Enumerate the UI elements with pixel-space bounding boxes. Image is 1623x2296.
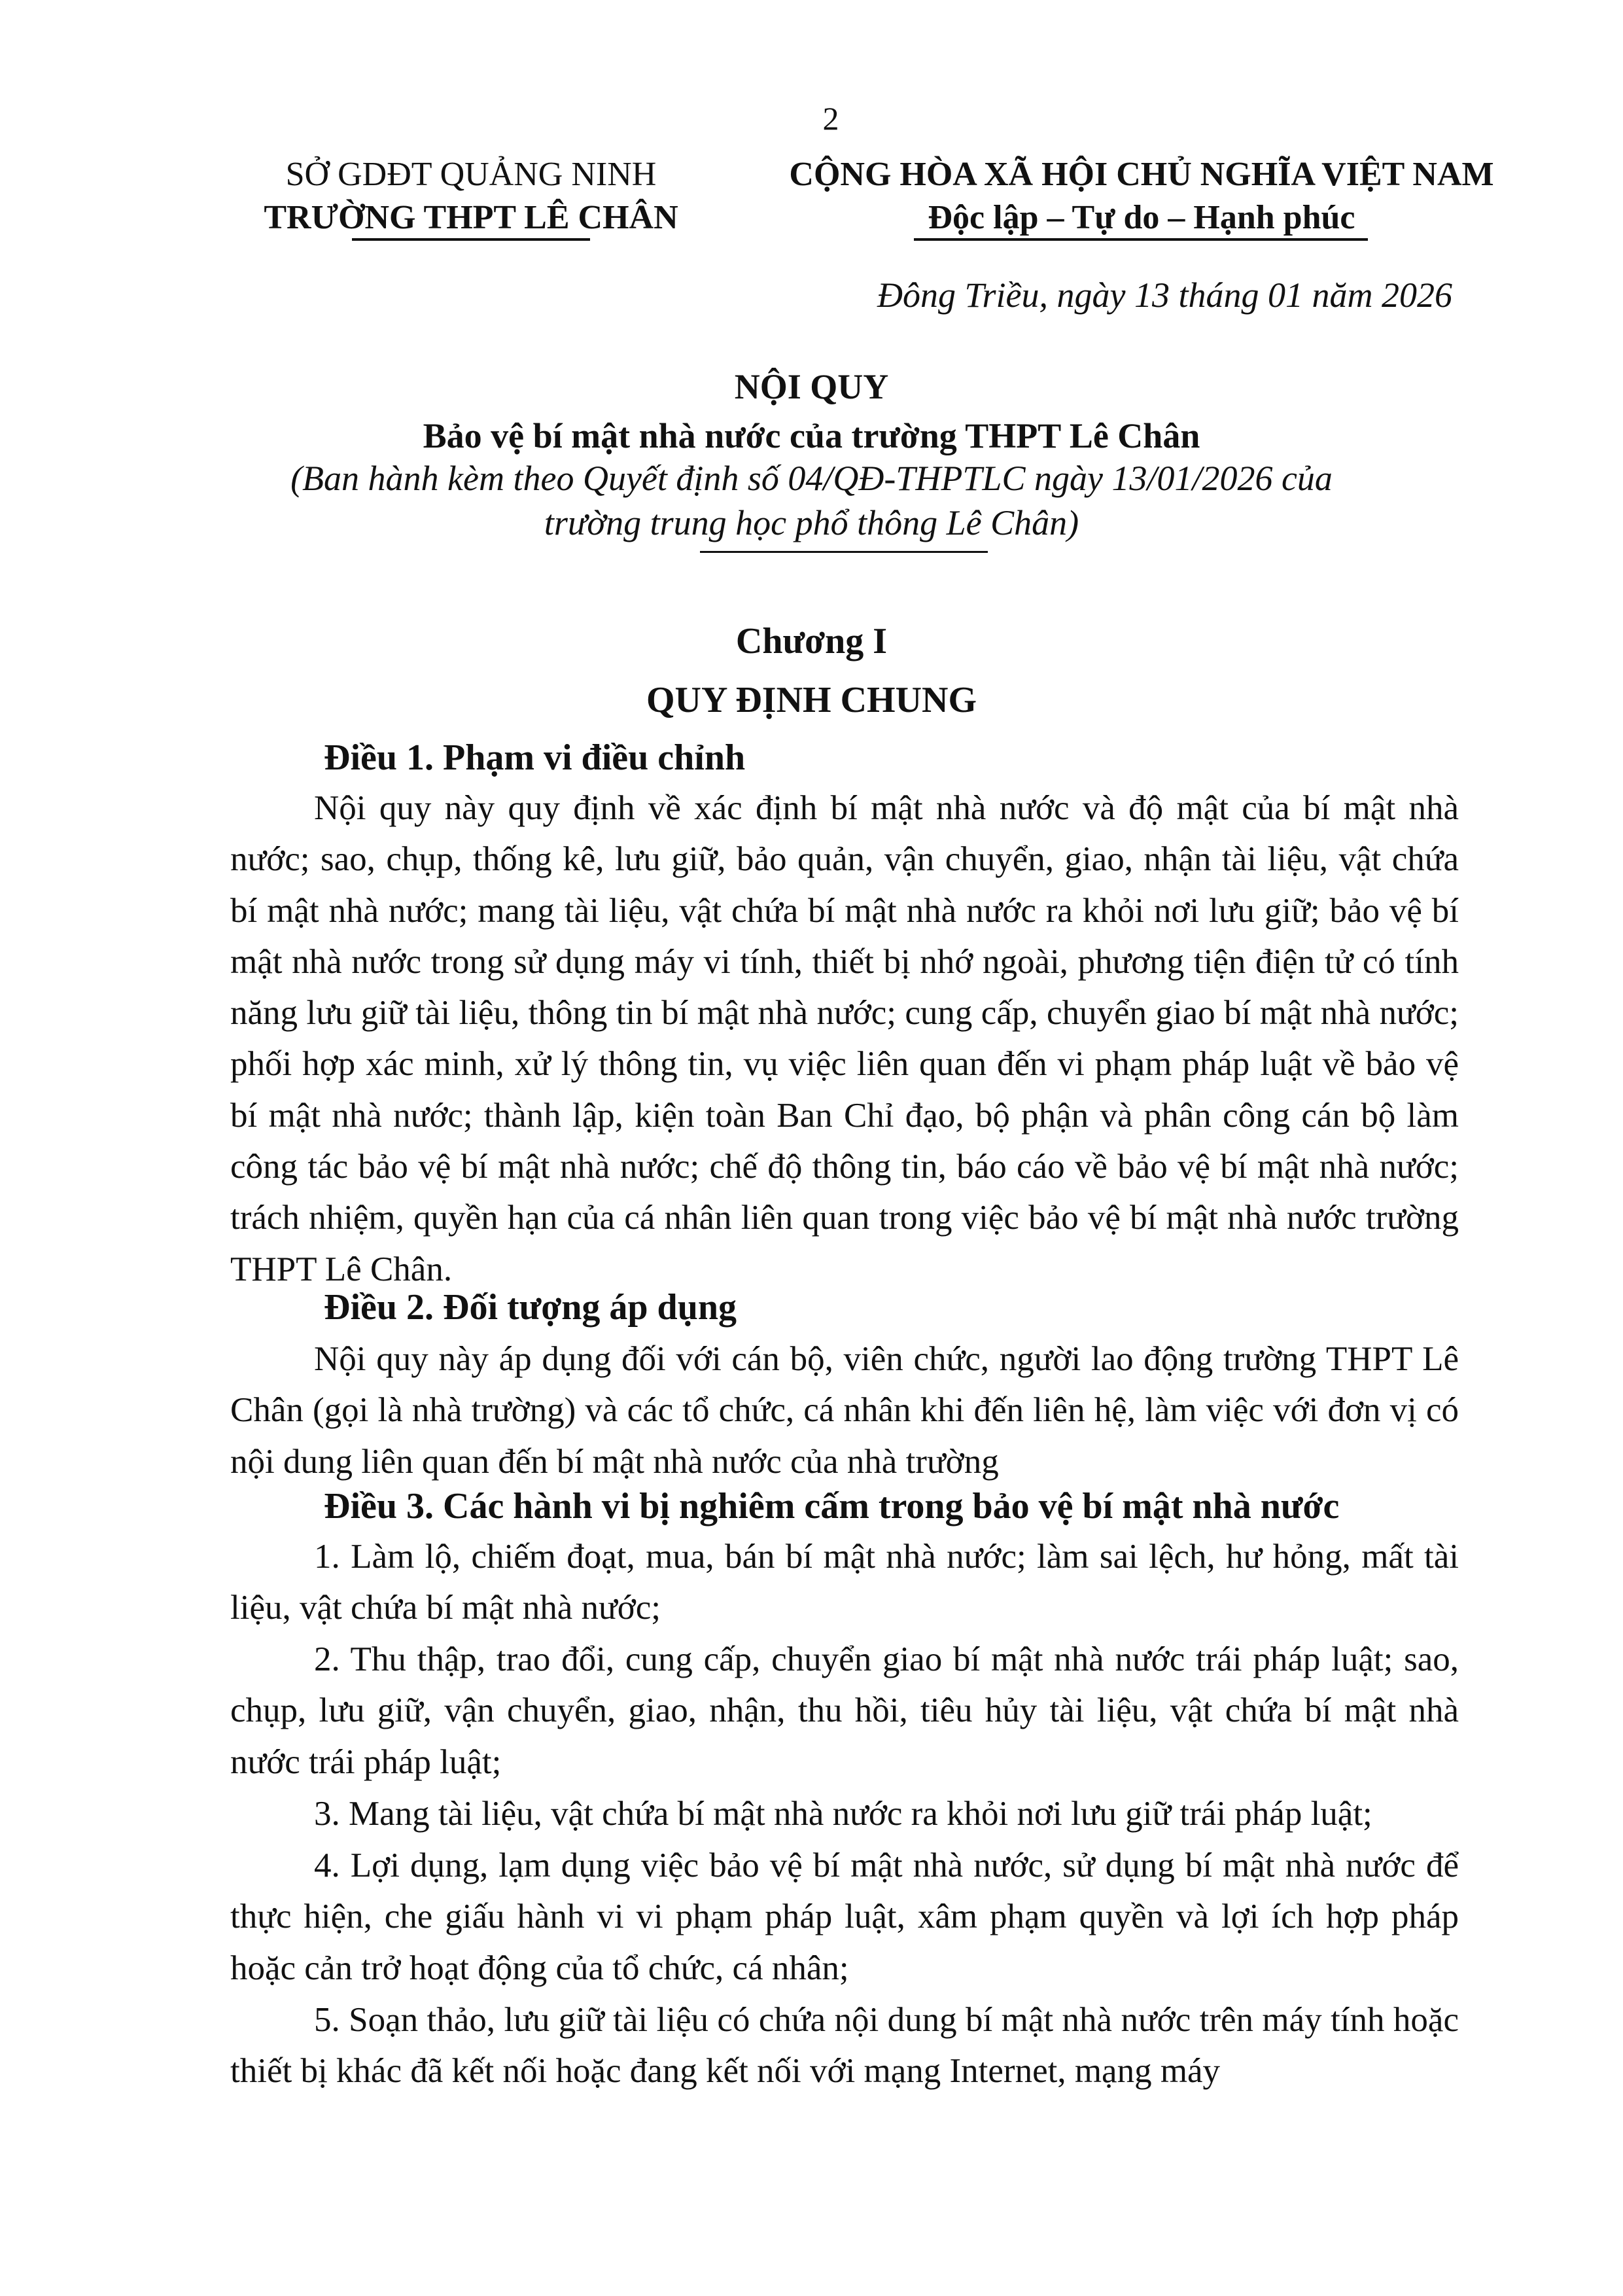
date-line: Đông Triều, ngày 13 tháng 01 năm 2026 <box>877 275 1452 315</box>
chapter-name: QUY ĐỊNH CHUNG <box>646 680 977 720</box>
article-3-item-2: 2. Thu thập, trao đổi, cung cấp, chuyển giao bí mật nhà nước trái pháp luật; sao, chụp, lưu giữ, vận chuyển, giao, nhận, thu hồi, tiêu hủy tài liệu, vật chứa bí mật nhà nước trái pháp luật; <box>230 1640 1459 1781</box>
agency-parent: SỞ GDĐT QUẢNG NINH <box>285 156 657 193</box>
article-2-text: Nội quy này áp dụng đối với cán bộ, viên chức, người lao động trường THPT Lê Chân (gọi là nhà trường) và các tổ chức, cá nhân khi đến liên hệ, làm việc với đơn vị có nội dung liên quan đến bí mật nhà nước của nhà trường <box>230 1340 1459 1481</box>
article-3-item-4: 4. Lợi dụng, lạm dụng việc bảo vệ bí mật nhà nước, sử dụng bí mật nhà nước để thực hiện, che giấu hành vi vi phạm pháp luật, xâm phạm quyền và lợi ích hợp pháp hoặc cản trở hoạt động của tổ chức, cá nhân; <box>230 1846 1459 1987</box>
chapter-label: Chương I <box>735 621 888 662</box>
motto: Độc lập – Tự do – Hạnh phúc <box>928 199 1355 236</box>
issuance-note-line1: (Ban hành kèm theo Quyết định số 04/QĐ-THPTLC ngày 13/01/2026 của <box>290 459 1333 498</box>
document-title: NỘI QUY <box>734 367 889 406</box>
article-1-heading: Điều 1. Phạm vi điều chỉnh <box>324 737 746 778</box>
article-3-heading: Điều 3. Các hành vi bị nghiêm cấm trong bảo vệ bí mật nhà nước <box>324 1486 1340 1527</box>
article-1-text: Nội quy này quy định về xác định bí mật nhà nước và độ mật của bí mật nhà nước; sao, chụp, thống kê, lưu giữ, bảo quản, vận chuyển, giao, nhận tài liệu, vật chứa bí mật nhà nước; mang tài liệu, vật chứa bí mật nhà nước ra khỏi nơi lưu giữ; bảo vệ bí mật nhà nước trong sử dụng máy vi tính, thiết bị nhớ ngoài, phương tiện điện tử có tính năng lưu giữ tài liệu, thông tin bí mật nhà nước; cung cấp, chuyển giao bí mật nhà nước; phối hợp xác minh, xử lý thông tin, vụ việc liên quan đến vi phạm pháp luật về bảo vệ bí mật nhà nước; thành lập, kiện toàn Ban Chỉ đạo, bộ phận và phân công cán bộ làm công tác bảo vệ bí mật nhà nước; chế độ thông tin, báo cáo về bảo vệ bí mật nhà nước; trách nhiệm, quyền hạn của cá nhân liên quan trong việc bảo vệ bí mật nhà nước trường THPT Lê Chân. <box>230 789 1459 1288</box>
issuance-note-line2: trường trung học phổ thông Lê Chân) <box>544 503 1079 542</box>
motto-underline <box>914 238 1368 241</box>
national-motto <box>765 153 1518 239</box>
article-3-item-3: 3. Mang tài liệu, vật chứa bí mật nhà nước ra khỏi nơi lưu giữ trái pháp luật; <box>314 1795 1372 1833</box>
page-number: 2 <box>822 100 839 137</box>
article-3-item-5: 5. Soạn thảo, lưu giữ tài liệu có chứa nội dung bí mật nhà nước trên máy tính hoặc thiết bị khác đã kết nối hoặc đang kết nối với mạng Internet, mạng máy <box>230 2001 1459 2091</box>
article-2-heading: Điều 2. Đối tượng áp dụng <box>324 1287 737 1328</box>
agency-name: TRƯỜNG THPT LÊ CHÂN <box>264 199 678 236</box>
title-underline <box>700 551 988 553</box>
issuing-agency <box>236 153 707 239</box>
country-name: CỘNG HÒA XÃ HỘI CHỦ NGHĨA VIỆT NAM <box>789 156 1494 193</box>
agency-underline <box>352 238 590 241</box>
document-subtitle: Bảo vệ bí mật nhà nước của trường THPT Lê Chân <box>423 416 1200 455</box>
article-3-item-1: 1. Làm lộ, chiếm đoạt, mua, bán bí mật nhà nước; làm sai lệch, hư hỏng, mất tài liệu, vật chứa bí mật nhà nước; <box>230 1538 1459 1627</box>
